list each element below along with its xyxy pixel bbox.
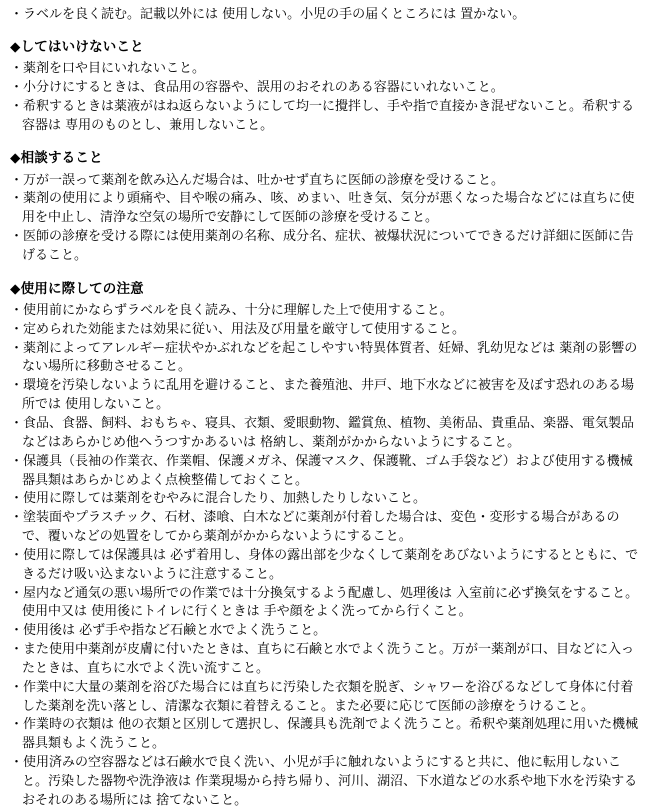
list-item: ・食品、食器、飼料、おもちゃ、寝具、衣類、愛眼動物、鑑賞魚、植物、美術品、貴重品、楽器、電気製品などはあらかじめ他へうつすかあるいは 格納し、薬剤がかからないようにすること。 bbox=[10, 415, 635, 450]
section-heading: ◆してはいけないこと bbox=[10, 38, 144, 55]
list-item: ・定められた効能または効果に従い、用法及び用量を厳守して使用すること。 bbox=[10, 321, 466, 337]
list-item: ・保護具（長袖の作業衣、作業帽、保護メガネ、保護マスク、保護靴、ゴム手袋など）および使用する機械器具類はあらかじめよく点検整備しておくこと。 bbox=[10, 453, 633, 488]
list-item: ・使用に際しては保護具は 必ず着用し、身体の露出部を少なくして薬剤をあびないようにするとともに、できるだけ吸い込まないように注意すること。 bbox=[10, 547, 639, 582]
list-item: ・使用後は 必ず手や指など石鹸と水でよく洗うこと。 bbox=[10, 623, 327, 639]
list-item: ・また使用中薬剤が皮膚に付いたときは、直ちに石鹸と水でよく洗うこと。万が一薬剤が口、目などに入ったときは、直ちに水でよく洗い流すこと。 bbox=[10, 642, 635, 676]
list-item: ・使用済みの空容器などは石鹸水で良く洗い、小児が手に触れないようにすると共に、他に転用しないこと。汚染した器物や洗浄液は 作業現場から持ち帰り、河川、湖沼、下水道などの水系や地下水を汚染するおそれのある場所には 捨てないこと。 bbox=[10, 755, 638, 808]
list-item: ・作業時の衣類は 他の衣類と区別して選択し、保護具も洗剤でよく洗うこと。希釈や薬剤処理に用いた機械器具類もよく洗うこと。 bbox=[10, 717, 639, 752]
list-item: ・薬剤を口や目にいれないこと。 bbox=[10, 61, 206, 76]
list-item: ・小分けにするときは、食品用の容器や、誤用のおそれのある容器にいれないこと。 bbox=[10, 79, 504, 95]
list-item: ・使用に際しては薬剤をむやみに混合したり、加熱したりしないこと。 bbox=[10, 491, 427, 507]
section-consult bbox=[10, 149, 640, 265]
list-item: ・医師の診療を受ける際には使用薬剤の名称、成分名、症状、被爆状況についてできるだけ詳細に医師に告げること。 bbox=[10, 229, 634, 263]
section-heading: ◆使用に際しての注意 bbox=[10, 280, 144, 297]
section-heading: ◆相談すること bbox=[10, 150, 103, 167]
list-item: ・万が一誤って薬剤を飲み込んだ場合は、吐かせず直ちに医師の診療を受けること。 bbox=[10, 172, 505, 188]
list-item: ・使用前にかならずラベルを良く読み、十分に理解した上で使用すること。 bbox=[10, 302, 453, 318]
section-do-not bbox=[10, 38, 640, 136]
section-usage-notes bbox=[10, 280, 640, 811]
lead-item: ・ラベルを良く読む。記載以外には 使用しない。小児の手の届くところには 置かない。 bbox=[10, 7, 526, 22]
list-item: ・作業中に大量の薬剤を浴びた場合には直ちに汚染した衣類を脱ぎ、シャワーを浴びるなどして身体に付着した薬剤を洗い落とし、清潔な衣類に着替えること。また必要に応じて医師の診療をうけること。 bbox=[10, 679, 634, 714]
list-item: ・屋内など通気の悪い場所での作業では十分換気するよう配慮し、処理後は 入室前に必ず換気をすること。使用中又は 使用後にトイレに行くときは 手や顔をよく洗ってから行くこと。 bbox=[10, 585, 639, 620]
list-item: ・希釈するときは薬液がはね返らないようにして均一に攪拌し、手や指で直接かき混ぜないこと。希釈する容器は 専用のものとし、兼用しないこと。 bbox=[10, 98, 635, 133]
list-item: ・塗装面やプラスチック、石材、漆喰、白木などに薬剤が付着した場合は、変色・変形する場合があるので、覆いなどの処置をしてから薬剤がかからないようにすること。 bbox=[10, 510, 620, 545]
list-item: ・薬剤によってアレルギー症状やかぶれなどを起こしやすい特異体質者、妊婦、乳幼児などは 薬剤の影響のない場所に移動させること。 bbox=[10, 340, 638, 375]
list-item: ・環境を汚染しないように乱用を避けること、また養殖池、井戸、地下水などに被害を及ぼす恐れのある場所では 使用しないこと。 bbox=[10, 378, 635, 413]
list-item: ・薬剤の使用により頭痛や、目や喉の痛み、咳、めまい、吐き気、気分が悪くなった場合などには直ちに使用を中止し、清浄な空気の場所で安静にして医師の診療を受けること。 bbox=[10, 191, 635, 226]
